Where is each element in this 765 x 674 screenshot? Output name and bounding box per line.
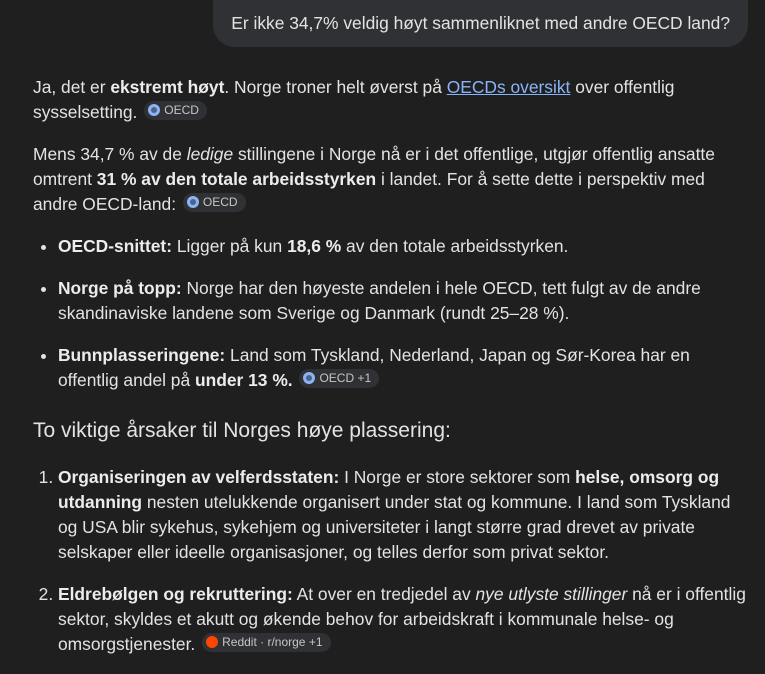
- text: i landet. For å sette dette i perspektiv med andre OECD-land:: [33, 169, 705, 214]
- reddit-icon: [206, 636, 218, 648]
- source-chip-oecd[interactable]: [144, 101, 207, 120]
- text: over offentlig sysselsetting.: [33, 77, 675, 122]
- reasons-list: [33, 465, 748, 657]
- source-chip-label: OECD: [202, 194, 238, 209]
- user-message-text: Er ikke 34,7% veldig høyt sammenliknet med andre OECD land?: [231, 13, 730, 33]
- italic-text: ledige: [186, 144, 234, 164]
- text: At over en tredjedel av: [292, 584, 476, 604]
- bold-text: under 13 %.: [195, 370, 293, 390]
- response-paragraph-2: [33, 142, 748, 217]
- list-item: [58, 465, 748, 565]
- oecd-overview-link[interactable]: OECDs oversikt: [446, 77, 571, 97]
- source-chip-reddit[interactable]: [202, 633, 330, 652]
- comparison-list: [33, 234, 748, 393]
- italic-text: nye utlyste stillinger: [475, 584, 628, 604]
- bold-text: Eldrebølgen og rekruttering:: [58, 584, 293, 604]
- source-globe-icon: [303, 372, 315, 384]
- text: . Norge troner helt øverst på: [224, 77, 447, 97]
- source-chip-oecd[interactable]: [183, 193, 246, 212]
- source-globe-icon: [148, 104, 160, 116]
- list-item: [58, 276, 748, 326]
- text: Norge har den høyeste andelen i hele OECD, tett fulgt av de andre skandinaviske landene som Sverige og Danmark (rundt 25–28 %).: [58, 278, 701, 323]
- user-message-bubble: [213, 0, 748, 47]
- source-chip-label: OECD: [164, 102, 199, 117]
- text: av den totale arbeidsstyrken.: [341, 236, 569, 256]
- source-globe-icon: [187, 196, 199, 208]
- list-item: [58, 234, 748, 259]
- section-heading: To viktige årsaker til Norges høye plassering:: [33, 419, 451, 442]
- bold-text: Bunnplasseringene:: [58, 345, 226, 365]
- bold-text: OECD-snittet:: [58, 236, 172, 256]
- response-paragraph-1: [33, 75, 748, 125]
- text: I Norge er store sektorer som: [339, 467, 576, 487]
- text: nesten utelukkende organisert under stat og kommune. I land som Tyskland og USA blir sykehus, sykehjem og universiteter i langt større grad drevet av private selskaper eller ideelle organisasjoner, og telles derfor som privat sektor.: [58, 492, 731, 562]
- list-item: [58, 343, 748, 393]
- source-chip-label: OECD +1: [319, 370, 372, 385]
- bold-text: helse, omsorg og utdanning: [58, 467, 720, 512]
- text: Land som Tyskland, Nederland, Japan og Sør-Korea har en offentlig andel på: [58, 345, 690, 390]
- source-chip-oecd[interactable]: [299, 369, 379, 388]
- bold-text: Organiseringen av velferdsstaten:: [58, 467, 340, 487]
- text: Mens 34,7 % av de: [33, 144, 187, 164]
- source-chip-label: Reddit · r/norge +1: [222, 634, 323, 649]
- text: stillingene i Norge nå er i det offentlige, utgjør offentlig ansatte omtrent: [33, 144, 715, 189]
- assistant-response: [33, 75, 748, 674]
- text: nå er i offentlig sektor, skyldes et akutt og økende behov for arbeidskraft i kommunale helse- og omsorgstjenester.: [58, 584, 746, 654]
- text: Ja, det er: [33, 77, 111, 97]
- list-item: [58, 582, 748, 657]
- text: Ligger på kun: [172, 236, 288, 256]
- bold-text: 18,6 %: [287, 236, 342, 256]
- bold-text: 31 % av den totale arbeidsstyrken: [96, 169, 377, 189]
- bold-text: ekstremt høyt: [110, 77, 225, 97]
- bold-text: Norge på topp:: [58, 278, 182, 298]
